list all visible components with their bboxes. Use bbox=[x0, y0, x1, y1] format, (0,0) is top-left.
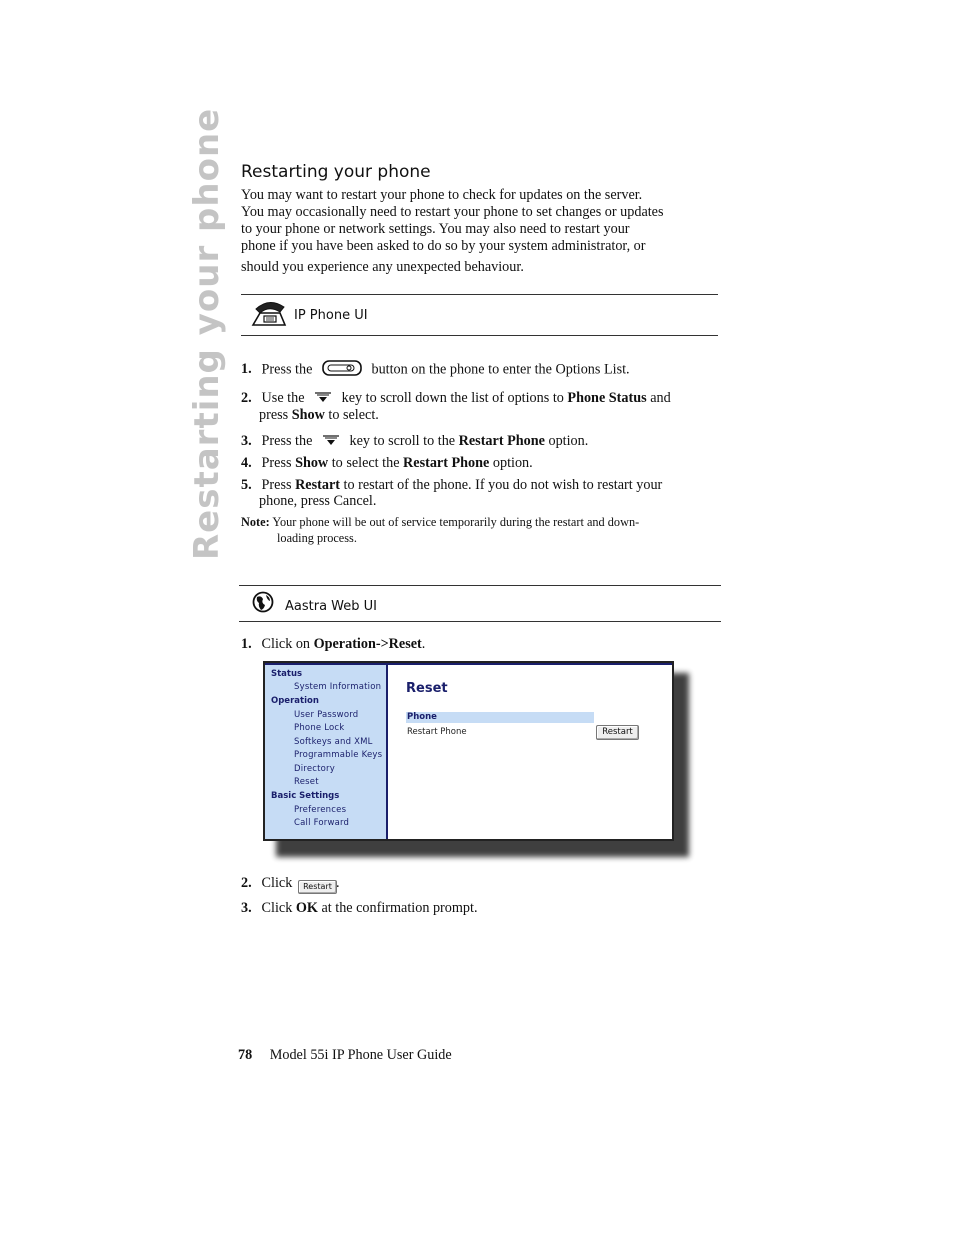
divider bbox=[239, 585, 721, 586]
intro-line: You may occasionally need to restart your phone to set changes or updates bbox=[241, 204, 664, 220]
guide-title: Model 55i IP Phone User Guide bbox=[269, 1047, 452, 1063]
note: Note: Your phone will be out of service temporarily during the restart and down- loading process. bbox=[241, 515, 640, 545]
nav-item-user-password[interactable]: User Password bbox=[294, 710, 359, 720]
nav-item-programmable-keys[interactable]: Programmable Keys bbox=[294, 750, 383, 760]
desk-phone-icon bbox=[250, 299, 288, 334]
nav-item-softkeys-xml[interactable]: Softkeys and XML bbox=[294, 737, 373, 747]
globe-icon bbox=[252, 591, 274, 618]
nav-category-basic-settings[interactable]: Basic Settings bbox=[271, 791, 340, 801]
aastra-web-ui-label: Aastra Web UI bbox=[285, 599, 377, 614]
web-section-header: Phone bbox=[406, 712, 594, 723]
web-row-label: Restart Phone bbox=[407, 727, 467, 737]
nav-item-system-information[interactable]: System Information bbox=[294, 682, 382, 692]
nav-item-preferences[interactable]: Preferences bbox=[294, 805, 347, 815]
intro-line: You may want to restart your phone to check for updates on the server. bbox=[241, 187, 643, 203]
nav-item-reset[interactable]: Reset bbox=[294, 777, 319, 787]
scroll-down-key-icon bbox=[322, 434, 340, 450]
intro-line: phone if you have been asked to do so by your system administrator, or bbox=[241, 238, 646, 254]
page-number: 78 bbox=[238, 1047, 253, 1063]
divider bbox=[241, 294, 718, 295]
intro-line: to your phone or network settings. You may also need to restart your bbox=[241, 221, 630, 237]
divider bbox=[239, 621, 721, 622]
nav-category-status[interactable]: Status bbox=[271, 669, 303, 679]
step-4: 4. Press Show to select the Restart Phone option. bbox=[241, 455, 533, 471]
web-step-2-end: . bbox=[336, 875, 340, 891]
web-restart-button[interactable]: Restart bbox=[596, 725, 639, 740]
page-footer bbox=[238, 1047, 452, 1064]
section-heading: Restarting your phone bbox=[241, 162, 431, 182]
nav-item-directory[interactable]: Directory bbox=[294, 764, 335, 774]
web-step-2: 2. Click bbox=[241, 875, 293, 891]
web-step-1: 1. Click on Operation->Reset. bbox=[241, 636, 426, 652]
step-2: 2. Use the key to scroll down the list of options to Phone Status and press Show to select. bbox=[241, 390, 671, 423]
step-3: 3. Press the key to scroll to the Restart Phone option. bbox=[241, 433, 589, 449]
web-header-bar bbox=[265, 663, 672, 665]
divider bbox=[241, 335, 718, 336]
scroll-down-key-icon bbox=[314, 391, 332, 407]
step-1: 1. Press the button on the phone to enter the Options List. bbox=[241, 360, 630, 380]
web-ui-screenshot bbox=[263, 661, 674, 841]
ip-phone-ui-label: IP Phone UI bbox=[294, 308, 368, 323]
web-nav-sidebar bbox=[265, 663, 388, 839]
step-5: 5. Press Restart to restart of the phone. If you do not wish to restart your phone, press Cancel. bbox=[241, 477, 663, 509]
web-page-title: Reset bbox=[406, 681, 448, 696]
intro-line: should you experience any unexpected behaviour. bbox=[241, 259, 524, 275]
inline-restart-button[interactable]: Restart bbox=[298, 880, 337, 894]
web-step-3: 3. Click OK at the confirmation prompt. bbox=[241, 900, 478, 916]
nav-item-call-forward[interactable]: Call Forward bbox=[294, 818, 350, 828]
intro-paragraph bbox=[241, 187, 721, 276]
nav-item-phone-lock[interactable]: Phone Lock bbox=[294, 723, 345, 733]
side-chapter-title: Restarting your phone bbox=[187, 107, 227, 560]
nav-category-operation[interactable]: Operation bbox=[271, 696, 319, 706]
options-key-icon bbox=[322, 360, 362, 380]
